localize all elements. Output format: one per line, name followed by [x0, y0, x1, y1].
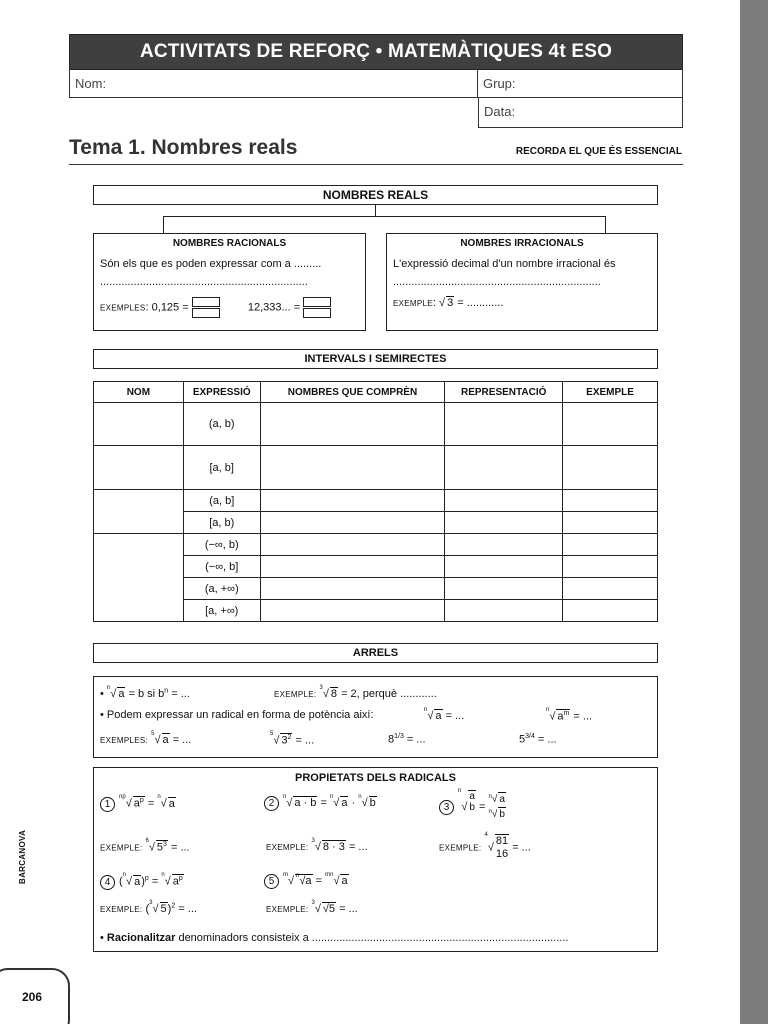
- arrels-line-3-label: EXEMPLES: $^5$√ a = ...: [100, 731, 192, 746]
- property-4-example: EXEMPLE: ($^3$√ 5)$^2$ = ...: [100, 900, 197, 915]
- racionals-text: Són els que es poden expressar com a .........: [100, 258, 322, 270]
- cell-repr[interactable]: [445, 578, 563, 600]
- col-nombres: NOMBRES QUE COMPRÈN: [260, 382, 445, 403]
- page-number: 206: [22, 990, 43, 1004]
- racionals-title: NOMBRES RACIONALS: [172, 238, 287, 249]
- cell-ex[interactable]: [563, 446, 658, 490]
- connector-left: [163, 216, 164, 233]
- table-row: [94, 403, 658, 446]
- cell-repr[interactable]: [445, 446, 563, 490]
- sqrt-radicand: 3: [447, 297, 454, 309]
- cell-ex[interactable]: [563, 556, 658, 578]
- cell-ex[interactable]: [563, 578, 658, 600]
- cell-nombres[interactable]: [260, 534, 445, 556]
- cell-nombres[interactable]: [260, 403, 445, 446]
- cell-nombres[interactable]: [260, 578, 445, 600]
- data-label: Data:: [484, 104, 516, 119]
- table-header-row: [94, 382, 658, 403]
- brand-logo: BARCANOVA: [18, 829, 27, 884]
- property-5-example: EXEMPLE: $^3$√ √5 = ...: [266, 900, 358, 915]
- cell-nom[interactable]: [94, 490, 184, 534]
- irracionals-dots: ....................................................................: [393, 276, 601, 288]
- property-3: 3$^n$√a b = $^n$√ a $^n$√ b: [439, 790, 506, 822]
- nom-field[interactable]: [69, 70, 478, 98]
- cell-nom[interactable]: [94, 446, 184, 490]
- cell-repr[interactable]: [445, 600, 563, 622]
- arrels-line-2: • Podem expressar un radical en forma de potència així:: [100, 709, 374, 721]
- racionals-dots: ....................................................................: [100, 276, 308, 288]
- example-2: 12,333... =: [247, 301, 301, 314]
- property-4: 4 ($^n$√ a)$^p$ = $^n$√ $a^p$: [100, 874, 184, 890]
- racionalitzar-line: • Racionalitzar denominadors consisteix a ....................................................................................: [100, 932, 569, 944]
- property-2: 2$^n$√ a · b = $^n$√ a · $^n$√ b: [264, 796, 377, 811]
- col-exemple: EXEMPLE: [563, 382, 658, 403]
- tema-divider: [69, 164, 683, 165]
- examples-label: EXEMPLES: [100, 303, 146, 313]
- racionals-examples: [100, 296, 359, 319]
- cell-repr[interactable]: [445, 512, 563, 534]
- propietats-box: [93, 767, 658, 952]
- intervals-title: INTERVALS I SEMIRECTES: [93, 349, 658, 369]
- arrels-line-3-d: $5^{3/4}$ = ...: [519, 733, 557, 746]
- arrels-line-3-c: $8^{1/3}$ = ...: [388, 733, 426, 746]
- grup-label: Grup:: [483, 76, 516, 91]
- cell-repr[interactable]: [445, 534, 563, 556]
- tema-title: Tema 1. Nombres reals: [69, 136, 298, 159]
- arrels-line-1: • $^n$√ a = b si $b^n$ = ...: [100, 685, 190, 700]
- side-bar: [740, 0, 768, 1024]
- cell-repr[interactable]: [445, 556, 563, 578]
- arrels-line-2-b: $^n$√ $a^m$ = ...: [546, 707, 593, 723]
- property-2-example: EXEMPLE: $^3$√ 8 · 3 = ...: [266, 838, 368, 853]
- arrels-box: [93, 676, 658, 758]
- cell-ex[interactable]: [563, 403, 658, 446]
- cell-expr: (a, +∞): [183, 578, 260, 600]
- header-title: ACTIVITATS DE REFORÇ • MATEMÀTIQUES 4t ESO: [69, 34, 683, 70]
- col-nom: NOM: [94, 382, 184, 403]
- table-row: [94, 446, 658, 490]
- fraction-blank-1[interactable]: [192, 296, 220, 319]
- cell-ex[interactable]: [563, 600, 658, 622]
- cell-nombres[interactable]: [260, 490, 445, 512]
- worksheet-header: [69, 34, 683, 128]
- irracionals-box: [386, 233, 658, 331]
- fraction-blank-2[interactable]: [303, 296, 331, 319]
- cell-expr: (−∞, b): [183, 534, 260, 556]
- connector-horizontal: [163, 216, 606, 217]
- cell-nom[interactable]: [94, 534, 184, 622]
- cell-ex[interactable]: [563, 512, 658, 534]
- property-1: $1^{np}√$ $a^p = ^n√$ a: [100, 796, 176, 812]
- cell-nombres[interactable]: [260, 512, 445, 534]
- irracional-example: = ............: [457, 297, 504, 309]
- cell-expr: [a, +∞): [183, 600, 260, 622]
- property-5: 5$^m$√ $^n$√a = $^{mn}$√ a: [264, 874, 349, 889]
- cell-nombres[interactable]: [260, 446, 445, 490]
- example-label: EXEMPLE: [393, 299, 433, 308]
- arrels-line-3-b: $^5$√ $3^2$ = ...: [270, 731, 315, 747]
- cell-expr: (a, b]: [183, 490, 260, 512]
- irracionals-title: NOMBRES IRRACIONALS: [460, 238, 584, 249]
- arrels-title: ARRELS: [93, 643, 658, 663]
- table-row: [94, 534, 658, 556]
- cell-ex[interactable]: [563, 534, 658, 556]
- property-1-example: EXEMPLE: $^6$√ $5^3$ = ...: [100, 838, 190, 854]
- arrels-line-1-example: EXEMPLE: $^3$√ 8 = 2, perquè ............: [274, 685, 437, 700]
- cell-nombres[interactable]: [260, 556, 445, 578]
- nombres-reals-title: NOMBRES REALS: [93, 185, 658, 205]
- table-row: [94, 490, 658, 512]
- col-representacio: REPRESENTACIÓ: [445, 382, 563, 403]
- arrels-line-2-a: $^n$√ a = ...: [424, 707, 465, 722]
- irracionals-example: EXEMPLE: √ 3 = ............: [393, 297, 504, 309]
- cell-expr: [a, b): [183, 512, 260, 534]
- col-expressio: EXPRESSIÓ: [183, 382, 260, 403]
- connector-right: [605, 216, 606, 233]
- data-field[interactable]: [478, 98, 683, 128]
- propietats-title: PROPIETATS DELS RADICALS: [295, 772, 456, 784]
- cell-expr: (a, b): [183, 403, 260, 446]
- cell-repr[interactable]: [445, 490, 563, 512]
- cell-expr: [a, b]: [183, 446, 260, 490]
- cell-repr[interactable]: [445, 403, 563, 446]
- cell-nombres[interactable]: [260, 600, 445, 622]
- property-3-example: EXEMPLE: $^4$√81 16 = ...: [439, 832, 531, 860]
- recorda-label: RECORDA EL QUE ÉS ESSENCIAL: [515, 146, 682, 157]
- cell-expr: (−∞, b]: [183, 556, 260, 578]
- nom-label: Nom:: [75, 76, 107, 91]
- irracionals-text: L'expressió decimal d'un nombre irracional és: [393, 258, 616, 270]
- intervals-table: [93, 381, 658, 622]
- example-1: : 0,125 =: [145, 301, 189, 314]
- cell-nom[interactable]: [94, 403, 184, 446]
- racionals-box: [93, 233, 366, 331]
- grup-field[interactable]: [478, 70, 683, 98]
- cell-ex[interactable]: [563, 490, 658, 512]
